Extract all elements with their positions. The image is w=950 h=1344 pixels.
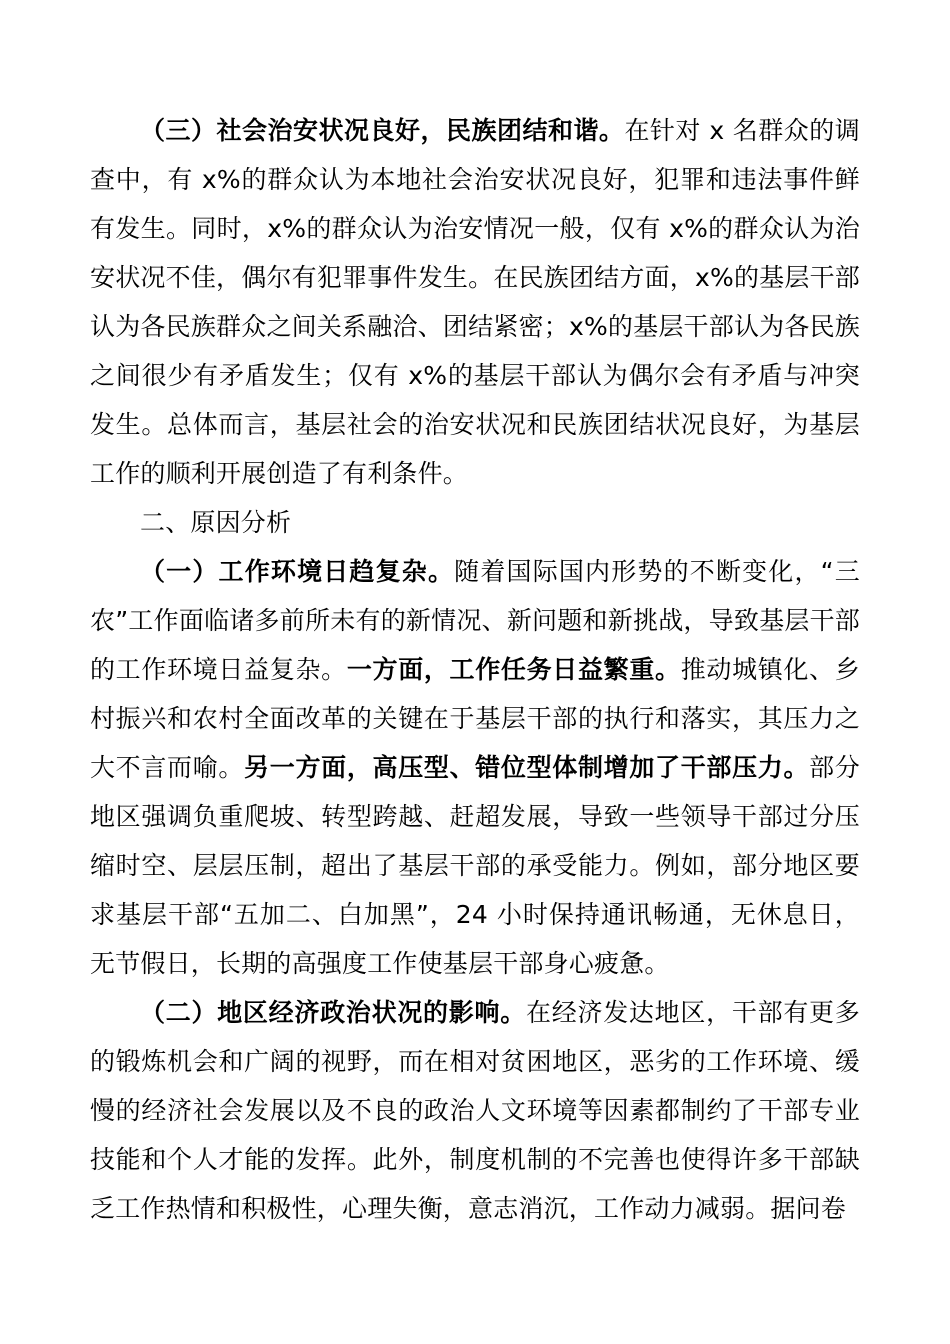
paragraph-emphasis: 一方面，工作任务日益繁重。 (346, 655, 681, 684)
paragraph-regional-conditions (90, 988, 860, 1233)
section-heading-text: 二、原因分析 (140, 508, 292, 537)
paragraph-public-security (90, 106, 860, 498)
paragraph-body: 部分地区强调负重爬坡、转型跨越、赶超发展，导致一些领导干部过分压缩时空、层层压制，超出了基层干部的承受能力。例如，部分地区要求基层干部“五加二、白加黑”，24 小时保持通讯畅通，无休息日，无节假日，长期的高强度工作使基层干部身心疲惫。 (90, 753, 861, 978)
paragraph-body: 推动城镇化、乡村振兴和农村全面改革的关键在于基层干部的执行和落实，其压力之大不言而喻。 (90, 655, 860, 782)
paragraph-body: 在经济发达地区，干部有更多的锻炼机会和广阔的视野，而在相对贫困地区，恶劣的工作环境、缓慢的经济社会发展以及不良的政治人文环境等因素都制约了干部专业技能和个人才能的发挥。此外，制度机制的不完善也使得许多干部缺乏工作热情和积极性，心理失衡，意志消沉，工作动力减弱。据问卷 (90, 998, 860, 1223)
paragraph-body: 随着国际国内形势的不断变化，“三农”工作面临诸多前所未有的新情况、新问题和新挑战，导致基层干部的工作环境日益复杂。 (90, 557, 860, 684)
document-page (90, 106, 860, 1233)
paragraph-emphasis: 另一方面，高压型、错位型体制增加了干部压力。 (244, 753, 810, 782)
paragraph-heading: （三）社会治安状况良好，民族团结和谐。 (140, 116, 625, 145)
section-heading-cause-analysis (90, 498, 860, 547)
paragraph-work-environment (90, 547, 860, 988)
paragraph-body: 在针对 x 名群众的调查中，有 x%的群众认为本地社会治安状况良好，犯罪和违法事件鲜有发生。同时，x%的群众认为治安情况一般，仅有 x%的群众认为治安状况不佳，偶尔有犯罪事件发生。在民族团结方面，x%的基层干部认为各民族群众之间关系融洽、团结紧密；x%的基层干部认为各民族之间很少有矛盾发生；仅有 x%的基层干部认为偶尔会有矛盾与冲突发生。总体而言，基层社会的治安状况和民族团结状况良好，为基层工作的顺利开展创造了有利条件。 (90, 116, 860, 488)
paragraph-heading: （一）工作环境日趋复杂。 (140, 557, 455, 586)
paragraph-heading: （二）地区经济政治状况的影响。 (140, 998, 526, 1027)
